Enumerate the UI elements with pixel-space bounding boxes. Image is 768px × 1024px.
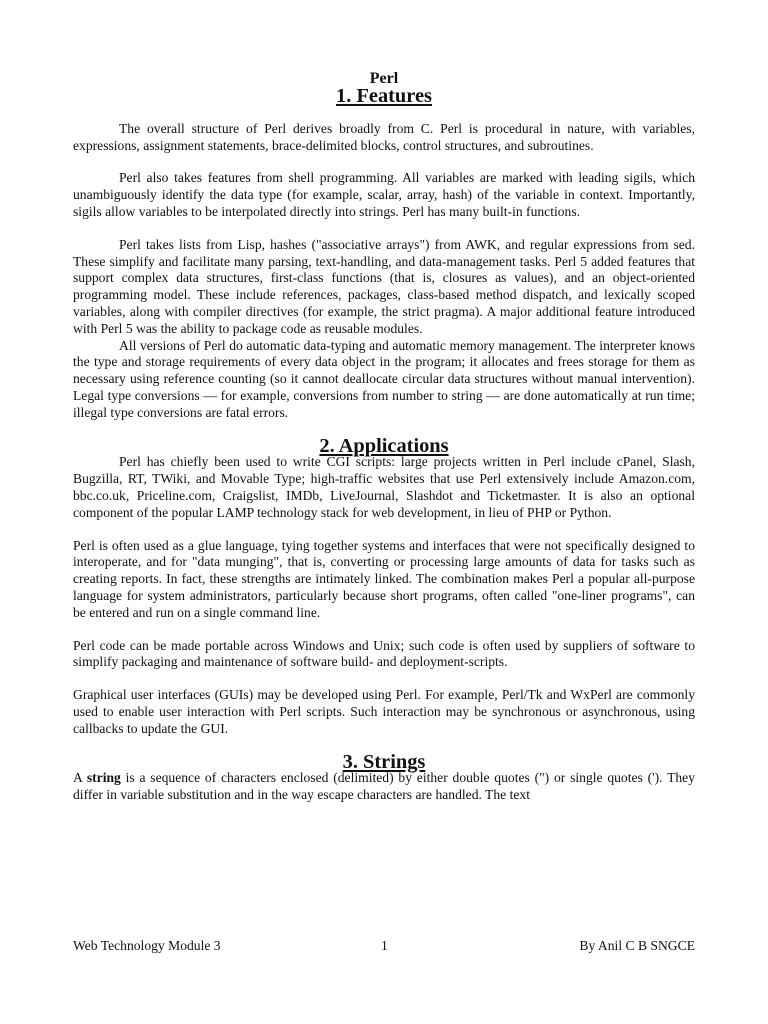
text-run: A bbox=[73, 770, 87, 786]
document-body bbox=[73, 69, 695, 804]
section-heading: 3. Strings bbox=[342, 750, 426, 773]
bold-term: string bbox=[86, 770, 121, 786]
section-heading: 1. Features bbox=[336, 85, 432, 107]
paragraph: Graphical user interfaces (GUIs) may be developed using Perl. For example, Perl/Tk and WxPerl are commonly used to enable user interaction with Perl scripts. Such interaction may be synchronous or asynchronous, using callbacks to update the GUI. bbox=[73, 687, 695, 736]
paragraph: Perl code can be made portable across Windows and Unix; such code is often used by suppliers of software to simplify packaging and maintenance of software build- and deployment-scripts. bbox=[73, 637, 695, 670]
paragraph: Perl has chiefly been used to write CGI scripts: large projects written in Perl include cPanel, Slash, Bugzilla, RT, TWiki, and Movable Type; high-traffic websites that use Perl extensively include Amazon.com, bbc.co.uk, Priceline.com, Craigslist, IMDb, LiveJournal, Slashdot and Ticketmaster. It is also an optional component of the popular LAMP technology stack for web development, in lieu of PHP or Python. bbox=[73, 454, 695, 520]
footer-left: Web Technology Module 3 bbox=[73, 938, 221, 953]
section-applications bbox=[73, 434, 695, 738]
section-features bbox=[73, 85, 695, 422]
paragraph: The overall structure of Perl derives broadly from C. Perl is procedural in nature, with variables, expressions, assignment statements, brace-delimited blocks, control structures, and subroutines. bbox=[73, 120, 695, 153]
section-strings bbox=[73, 750, 695, 804]
page-number: 1 bbox=[381, 938, 388, 953]
paragraph: All versions of Perl do automatic data-typing and automatic memory management. The interpreter knows the type and storage requirements of every data object in the program; it allocates and frees storage for them as necessary using reference counting (so it cannot deallocate circular data structures without manual intervention). Legal type conversions — for example, conversions from number to string — are done automatically at run time; illegal type conversions are fatal errors. bbox=[73, 337, 695, 420]
section-heading: 2. Applications bbox=[319, 434, 449, 457]
text-run: is a sequence of characters enclosed (delimited) by either double quotes (") or single quotes ('). They differ in variable substitution and in the way escape characters are handled. The text bbox=[73, 770, 695, 803]
page-footer bbox=[73, 938, 695, 956]
footer-right: By Anil C B SNGCE bbox=[579, 938, 695, 953]
document-title: Perl bbox=[369, 70, 399, 87]
paragraph: Perl also takes features from shell programming. All variables are marked with leading sigils, which unambiguously identify the data type (for example, scalar, array, hash) of the variable in context. Importantly, sigils allow variables to be interpolated directly into strings. Perl has many built-in functions. bbox=[73, 170, 695, 219]
paragraph bbox=[73, 770, 695, 804]
paragraph: Perl takes lists from Lisp, hashes ("associative arrays") from AWK, and regular expressions from sed. These simplify and facilitate many parsing, text-handling, and data-management tasks. Perl 5 added features that support complex data structures, first-class functions (that is, closures as values), and an object-oriented programming model. These include references, packages, class-based method dispatch, and lexically scoped variables, along with compiler directives (for example, the strict pragma). A major additional feature introduced with Perl 5 was the ability to package code as reusable modules. bbox=[73, 236, 695, 336]
paragraph: Perl is often used as a glue language, tying together systems and interfaces that were not specifically designed to interoperate, and for "data munging", that is, converting or processing large amounts of data for tasks such as creating reports. In fact, these strengths are intimately linked. The combination makes Perl a popular all-purpose language for system administrators, particularly because short programs, often called "one-liner programs", can be entered and run on a single command line. bbox=[73, 537, 695, 620]
